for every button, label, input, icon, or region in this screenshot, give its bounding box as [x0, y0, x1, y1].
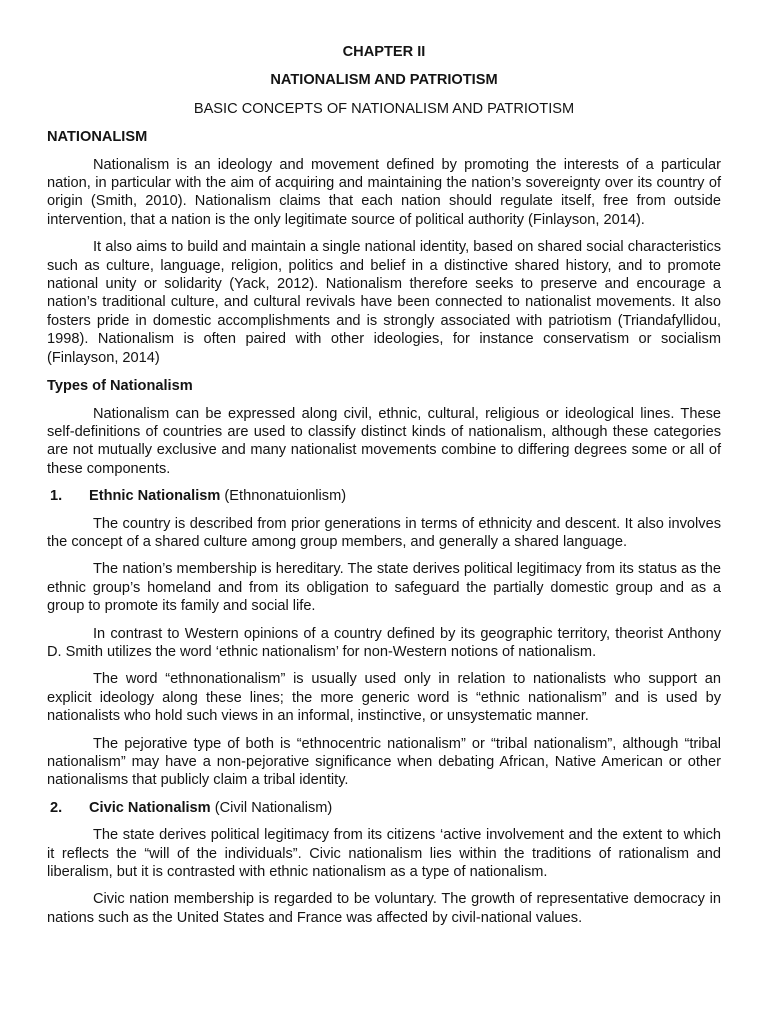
paragraph: Civic nation membership is regarded to be voluntary. The growth of representative democracy in nations such as the United States and France was affected by civil-national values.: [47, 891, 721, 926]
paragraph: The state derives political legitimacy from its citizens ‘active involvement and the extent to which it reflects the “will of the individuals”. Civic nationalism lies within the traditions of rationalism and liberalism, but it is contrasted with ethnic nationalism as a type of nationalism.: [47, 827, 721, 881]
chapter-label: CHAPTER II: [342, 44, 426, 60]
page-title: NATIONALISM AND PATRIOTISM: [270, 72, 498, 89]
list-number: 1.: [50, 488, 63, 505]
list-item-ethnic-heading: [47, 487, 721, 505]
list-item-alt-name: (Civil Nationalism): [210, 799, 333, 816]
paragraph: The nation’s membership is hereditary. The state derives political legitimacy from its status as the ethnic group’s homeland and from its obligation to safeguard the partially domestic group and as a group to promote its family and social life.: [47, 561, 721, 615]
page-subtitle: BASIC CONCEPTS OF NATIONALISM AND PATRIOTISM: [193, 100, 575, 117]
list-item-label: Civic Nationalism: [89, 799, 211, 816]
section-heading-types: Types of Nationalism: [47, 378, 193, 395]
section-heading-nationalism: NATIONALISM: [47, 129, 148, 146]
paragraph: The country is described from prior generations in terms of ethnicity and descent. It also involves the concept of a shared culture among group members, and generally a shared language.: [47, 515, 721, 550]
paragraph: The word “ethnonationalism” is usually used only in relation to nationalists who support an explicit ideology along these lines; the more generic word is “ethnic nationalism” and is used by nationalists who hold such views in an informal, instinctive, or unsystematic manner.: [47, 671, 721, 725]
list-item-label: Ethnic Nationalism: [89, 488, 221, 505]
paragraph: The pejorative type of both is “ethnocentric nationalism” or “tribal nationalism”, although “tribal nationalism” may have a non-pejorative significance when debating African, Native American or other nationalisms that publicly claim a tribal identity.: [47, 735, 721, 789]
list-item-civic-heading: [47, 799, 721, 817]
list-item-alt-name: (Ethnonatuionlism): [220, 488, 347, 505]
paragraph: In contrast to Western opinions of a country defined by its geographic territory, theorist Anthony D. Smith utilizes the word ‘ethnic nationalism’ for non-Western notions of nationalism.: [47, 625, 721, 660]
list-number: 2.: [50, 799, 63, 816]
paragraph: Nationalism is an ideology and movement defined by promoting the interests of a particular nation, in particular with the aim of acquiring and maintaining the nation’s sovereignty over its country of origin (Smith, 2010). Nationalism claims that each nation should regulate itself, free from outside intervention, that a nation is the only legitimate source of political authority (Finlayson, 2014).: [47, 156, 721, 228]
paragraph: It also aims to build and maintain a single national identity, based on shared social characteristics such as culture, language, religion, politics and belief in a distinctive shared history, and to promote national unity or solidarity (Yack, 2012). Nationalism therefore seeks to preserve and encourage a nation’s traditional culture, and cultural revivals have been connected to nationalist movements. It also fosters pride in domestic accomplishments and is strongly associated with patriotism (Triandafyllidou, 1998). Nationalism is often paired with other ideologies, for instance conservatism or socialism (Finlayson, 2014): [47, 239, 721, 366]
paragraph: Nationalism can be expressed along civil, ethnic, cultural, religious or ideological lines. These self-definitions of countries are used to classify distinct kinds of nationalism, although these categories are not mutually exclusive and many nationalist movements combine to differing degrees some or all of these components.: [47, 405, 721, 477]
